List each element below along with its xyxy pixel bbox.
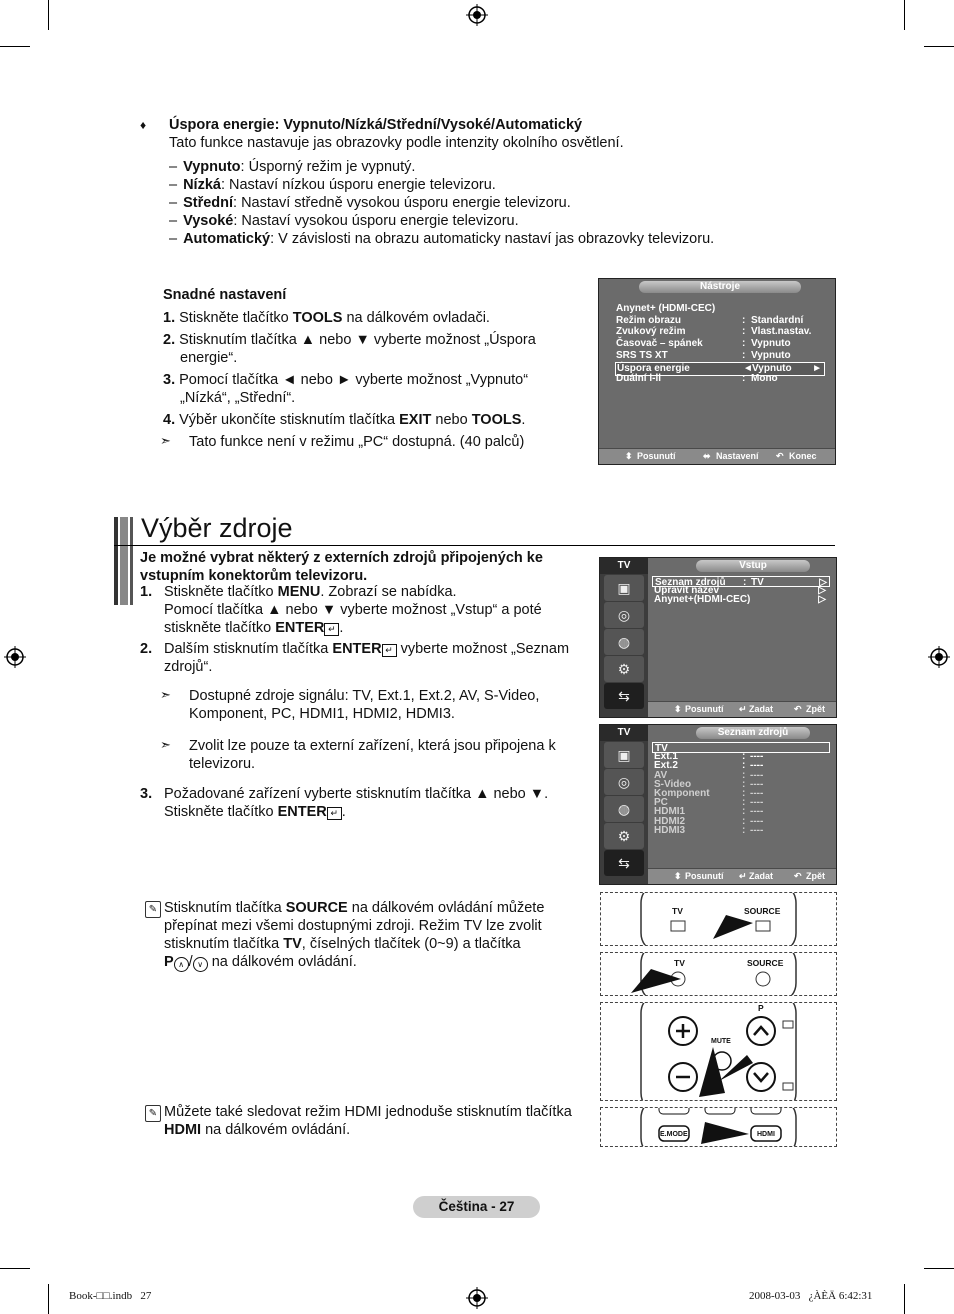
osd-row-label: HDMI1 bbox=[654, 806, 686, 818]
step-text: Stiskněte tlačítko bbox=[164, 804, 278, 820]
print-stamp: 2008-03-03 ¿ÀÈÄ 6:42:31 bbox=[749, 1290, 873, 1302]
osd-row-label: Zvukový režim bbox=[616, 326, 686, 338]
dash-icon: – bbox=[169, 159, 178, 175]
picture-icon: ▣ bbox=[604, 742, 644, 768]
energy-block bbox=[140, 116, 840, 248]
osd-row-sep: : bbox=[742, 769, 746, 781]
key-tools: TOOLS bbox=[471, 412, 522, 428]
step-text: . bbox=[521, 412, 526, 428]
osd-row-label: HDMI2 bbox=[654, 815, 686, 827]
dash-icon: – bbox=[169, 177, 178, 193]
remote-hdmi-label: HDMI bbox=[757, 1131, 775, 1138]
energy-item bbox=[169, 194, 840, 212]
remote-tv-label: TV bbox=[674, 958, 685, 968]
note-text: na dálkovém ovládání. bbox=[207, 954, 357, 970]
energy-item bbox=[169, 212, 840, 230]
move-icon: ⬍ bbox=[674, 704, 682, 714]
enter-icon: ↵ bbox=[324, 623, 339, 636]
osd-row-label: Upravit název bbox=[654, 585, 720, 596]
osd-row-value: Standardní bbox=[751, 314, 804, 326]
osd-row-value: Mono bbox=[751, 373, 778, 385]
energy-term-desc: : Úsporný režim je vypnutý. bbox=[240, 159, 416, 175]
osd-row-value: ---- bbox=[750, 797, 764, 809]
step-number: 2. bbox=[163, 332, 176, 348]
osd-row-label: Ext.2 bbox=[654, 760, 678, 772]
step-number: 1. bbox=[163, 310, 176, 326]
osd-row-sep: : bbox=[743, 577, 747, 588]
easy-title: Snadné nastavení bbox=[163, 287, 287, 303]
osd-row-value: Vypnuto bbox=[751, 338, 791, 350]
tv-label: TV bbox=[600, 725, 648, 741]
easy-step-3 bbox=[163, 371, 583, 389]
osd-row-label: Ext.1 bbox=[654, 751, 678, 763]
page-number: Čeština - 27 bbox=[438, 1199, 515, 1214]
step-text: Stiskněte tlačítko bbox=[164, 584, 278, 600]
source-note-2 bbox=[140, 737, 590, 773]
osd-row-label: Anynet+ (HDMI-CEC) bbox=[616, 303, 716, 314]
enter-icon: ↵ bbox=[739, 704, 747, 714]
key-exit: EXIT bbox=[399, 412, 432, 428]
registration-mark-top bbox=[466, 4, 488, 26]
step-text: zdrojů“. bbox=[164, 659, 213, 675]
energy-term-desc: : Nastaví středně vysokou úsporu energie televizoru. bbox=[233, 195, 571, 211]
footer-back: Zpět bbox=[806, 704, 825, 714]
tools-osd-row[interactable] bbox=[615, 303, 823, 315]
energy-term-desc: : Nastaví vysokou úsporu energie televizoru. bbox=[233, 213, 519, 229]
input-icon: ⇆ bbox=[604, 850, 644, 876]
hdmi-note bbox=[145, 1103, 585, 1139]
source-step-2 bbox=[140, 640, 590, 676]
osd-row-label: PC bbox=[654, 797, 668, 809]
dash-icon: – bbox=[169, 195, 178, 211]
energy-term: Střední bbox=[183, 195, 234, 211]
step-number: 2. bbox=[140, 641, 153, 657]
step-text: . Zobrazí se nabídka. bbox=[320, 584, 457, 600]
section-bar bbox=[130, 517, 133, 605]
osd-row-label: Anynet+(HDMI-CEC) bbox=[654, 594, 751, 605]
osd-footer bbox=[599, 448, 835, 464]
tools-osd-row[interactable] bbox=[615, 338, 823, 350]
registration-mark-bottom bbox=[466, 1287, 488, 1309]
step-text: na dálkovém ovladači. bbox=[342, 310, 490, 326]
footer-enter: Zadat bbox=[749, 704, 774, 714]
note-text: Stisknutím tlačítka bbox=[164, 900, 286, 916]
energy-title: Úspora energie: Vypnuto/Nízká/Střední/Vysoké/Automatický bbox=[169, 117, 583, 133]
tools-osd bbox=[598, 278, 836, 465]
osd-row-sep: : bbox=[742, 815, 746, 827]
osd-row-sep: : bbox=[742, 349, 746, 361]
note-icon: ✎ bbox=[145, 901, 161, 918]
section-title: Výběr zdroje bbox=[141, 513, 293, 543]
channel-icon: ◍ bbox=[604, 796, 644, 822]
dash-icon: – bbox=[169, 231, 178, 247]
step-number: 3. bbox=[140, 786, 153, 802]
section-rule bbox=[114, 545, 835, 546]
section-bar bbox=[114, 517, 118, 605]
step-text: Stiskněte tlačítko bbox=[179, 310, 293, 326]
input-osd-row[interactable] bbox=[652, 585, 828, 594]
triangle-right-icon: ▷ bbox=[819, 577, 827, 588]
osd-row-value: ---- bbox=[750, 806, 764, 818]
page-number-badge bbox=[413, 1196, 540, 1218]
chevron-down-icon: ∨ bbox=[193, 957, 208, 972]
key-hdmi: HDMI bbox=[164, 1122, 202, 1138]
osd-title: Seznam zdrojů bbox=[696, 727, 810, 739]
step-number: 1. bbox=[140, 584, 153, 600]
remote-illustration-1 bbox=[600, 892, 837, 946]
osd-row-label: Úspora energie bbox=[617, 362, 690, 374]
energy-term: Vypnuto bbox=[183, 159, 241, 175]
key-source: SOURCE bbox=[285, 900, 348, 916]
osd-row-label: S-Video bbox=[654, 778, 692, 790]
key-enter: ENTER bbox=[332, 641, 382, 657]
adjust-icon: ⬌ bbox=[703, 451, 711, 461]
bullet-icon: ♦ bbox=[140, 118, 147, 132]
tv-sidebar bbox=[600, 725, 648, 884]
note-text: stisknutím tlačítka bbox=[164, 936, 284, 952]
tools-osd-row[interactable] bbox=[615, 315, 823, 327]
osd-row-value: ---- bbox=[750, 815, 764, 827]
step-text: Pomocí tlačítka ◄ nebo ► vyberte možnost „Vypnuto“ bbox=[179, 372, 529, 388]
input-icon: ⇆ bbox=[604, 683, 644, 709]
note-text: Komponent, PC, HDMI1, HDMI2, HDMI3. bbox=[189, 706, 455, 722]
note-text: , číselných tlačítek (0~9) a tlačítka bbox=[301, 936, 521, 952]
energy-term: Automatický bbox=[183, 231, 271, 247]
registration-mark-right bbox=[928, 646, 950, 668]
osd-row-label: TV bbox=[655, 743, 668, 754]
energy-item bbox=[169, 158, 840, 176]
triangle-right-icon: ▷ bbox=[818, 585, 826, 596]
tools-osd-row[interactable] bbox=[615, 373, 823, 385]
remote-illustration-3 bbox=[600, 1002, 837, 1101]
key-enter: ENTER bbox=[275, 620, 325, 636]
tv-sidebar bbox=[600, 558, 648, 717]
osd-row-sep: : bbox=[742, 788, 746, 799]
osd-row-value: ---- bbox=[750, 769, 764, 781]
energy-item bbox=[169, 230, 840, 248]
remote-illustration-2 bbox=[600, 952, 837, 996]
key-tv: TV bbox=[283, 936, 302, 952]
note-icon: ✎ bbox=[145, 1105, 161, 1122]
osd-row-sep: : bbox=[742, 824, 746, 836]
setup-icon: ⚙ bbox=[604, 656, 644, 682]
remote-tv-label: TV bbox=[672, 906, 683, 916]
footer-enter: Zadat bbox=[749, 871, 774, 881]
dash-icon: – bbox=[169, 213, 178, 229]
osd-row-sep: : bbox=[742, 314, 746, 326]
intro-line: Je možné vybrat některý z externích zdrojů připojených ke bbox=[140, 550, 543, 566]
footer-back: Zpět bbox=[806, 871, 825, 881]
step-text: stiskněte tlačítko bbox=[164, 620, 276, 636]
osd-row-sep: : bbox=[742, 338, 746, 350]
source-osd-row[interactable] bbox=[652, 816, 828, 825]
step-number: 3. bbox=[163, 372, 176, 388]
source-osd-row[interactable] bbox=[652, 797, 828, 809]
osd-row-sep: : bbox=[742, 797, 746, 809]
remote-illustration-4 bbox=[600, 1107, 837, 1147]
easy-step-2b: energie“. bbox=[180, 350, 238, 366]
energy-term-desc: : Nastaví nízkou úsporu energie televizoru. bbox=[220, 177, 496, 193]
energy-list bbox=[169, 158, 840, 248]
footer-exit: Konec bbox=[789, 451, 817, 461]
setup-icon: ⚙ bbox=[604, 823, 644, 849]
osd-row-sep: : bbox=[742, 373, 746, 385]
source-osd-row[interactable] bbox=[652, 825, 828, 834]
remote-emode-label: E.MODE bbox=[660, 1131, 688, 1138]
right-arrow-icon: ► bbox=[812, 362, 822, 374]
osd-row-label: Seznam zdrojů bbox=[655, 577, 726, 588]
easy-note bbox=[160, 433, 583, 451]
note-text: Zvolit lze pouze ta externí zařízení, která jsou připojena k bbox=[189, 738, 556, 754]
osd-row-sep: : bbox=[742, 778, 746, 790]
source-list-osd bbox=[599, 724, 837, 885]
energy-term-desc: : V závislosti na obrazu automaticky nastaví jas obrazovky televizoru. bbox=[270, 231, 715, 247]
sound-icon: ◎ bbox=[604, 602, 644, 628]
source-osd-row[interactable] bbox=[652, 779, 828, 788]
move-icon: ⬍ bbox=[674, 871, 682, 881]
osd-row-label: Časovač – spánek bbox=[616, 338, 703, 350]
osd-row-label: Duální l-ll bbox=[616, 373, 661, 385]
chevron-up-icon: ∧ bbox=[174, 957, 189, 972]
remote-source-label: SOURCE bbox=[747, 958, 784, 968]
return-icon: ↶ bbox=[794, 704, 802, 714]
osd-row-value: ---- bbox=[750, 760, 764, 772]
section-bar bbox=[120, 517, 128, 605]
remote-source-label: SOURCE bbox=[744, 906, 781, 916]
return-icon: ↶ bbox=[776, 451, 784, 461]
source-osd-row[interactable] bbox=[652, 788, 828, 797]
note-text: Dostupné zdroje signálu: TV, Ext.1, Ext.2, AV, S-Video, bbox=[189, 688, 540, 704]
osd-row-value: ---- bbox=[750, 778, 764, 790]
easy-step-1 bbox=[163, 309, 583, 327]
input-osd-row[interactable] bbox=[652, 594, 828, 603]
step-text: . bbox=[341, 804, 346, 820]
step-text: Výběr ukončíte stisknutím tlačítka bbox=[179, 412, 400, 428]
note-text: Můžete také sledovat režim HDMI jednoduše stisknutím tlačítka bbox=[164, 1104, 572, 1120]
osd-row-sep: : bbox=[742, 760, 746, 772]
note-arrow-icon: ➣ bbox=[160, 687, 171, 702]
step-text: Požadované zařízení vyberte stisknutím tlačítka ▲ nebo ▼. bbox=[164, 786, 549, 802]
file-name: Book-□□.indb 27 bbox=[69, 1290, 152, 1302]
enter-icon: ↵ bbox=[327, 807, 342, 820]
source-osd-row[interactable] bbox=[652, 751, 828, 763]
footer-move: Posunutí bbox=[685, 704, 724, 714]
step-text: Pomocí tlačítka ▲ nebo ▼ vyberte možnost „Vstup“ a poté bbox=[164, 602, 542, 618]
note-text: televizoru. bbox=[189, 756, 256, 772]
return-icon: ↶ bbox=[794, 871, 802, 881]
energy-item bbox=[169, 176, 840, 194]
easy-step-4 bbox=[163, 411, 583, 429]
energy-desc: Tato funkce nastavuje jas obrazovky podle intenzity okolního osvětlení. bbox=[169, 135, 624, 151]
osd-row-value: ---- bbox=[750, 824, 764, 836]
note-text: Tato funkce není v režimu „PC“ dostupná. (40 palců) bbox=[189, 434, 525, 450]
source-note-1 bbox=[140, 687, 590, 723]
osd-row-sep: : bbox=[742, 751, 746, 763]
osd-row-sep: : bbox=[742, 326, 746, 338]
footer-move: Posunutí bbox=[637, 451, 676, 461]
osd-row-label: HDMI3 bbox=[654, 824, 686, 836]
tools-osd-row[interactable] bbox=[615, 350, 823, 362]
source-step-1 bbox=[140, 583, 590, 637]
source-steps bbox=[140, 583, 590, 821]
osd-row-label: Komponent bbox=[654, 788, 710, 799]
note-text: přepínat mezi všemi dostupnými zdroji. Režim TV lze zvolit bbox=[164, 918, 542, 934]
osd-row-value: ---- bbox=[750, 751, 764, 763]
triangle-right-icon: ▷ bbox=[818, 594, 826, 605]
step-number: 4. bbox=[163, 412, 176, 428]
osd-title: Nástroje bbox=[639, 281, 801, 293]
osd-row-sep: : bbox=[742, 806, 746, 818]
osd-row-sep: ◄ bbox=[743, 362, 753, 374]
key-menu: MENU bbox=[277, 584, 321, 600]
source-osd-row[interactable] bbox=[652, 806, 828, 818]
note-arrow-icon: ➣ bbox=[160, 737, 171, 752]
intro-line: vstupním konektorům televizoru. bbox=[140, 568, 368, 584]
key-enter: ENTER bbox=[277, 804, 327, 820]
note-text: na dálkovém ovládání můžete bbox=[347, 900, 545, 916]
section-intro bbox=[140, 549, 590, 585]
osd-row-value: TV bbox=[751, 577, 764, 588]
step-text: vyberte možnost „Seznam bbox=[396, 641, 570, 657]
source-osd-row[interactable] bbox=[652, 760, 828, 772]
step-text: Dalším stisknutím tlačítka bbox=[164, 641, 333, 657]
osd-row-label: Režim obrazu bbox=[616, 314, 682, 326]
osd-row-label: AV bbox=[654, 769, 668, 781]
channel-icon: ◍ bbox=[604, 629, 644, 655]
key-tools: TOOLS bbox=[292, 310, 343, 326]
easy-step-3b: „Nízká“, „Střední“. bbox=[180, 390, 296, 406]
osd-row-value: ---- bbox=[750, 788, 764, 799]
registration-mark-left bbox=[4, 646, 26, 668]
note-arrow-icon: ➣ bbox=[160, 433, 171, 448]
osd-row-value: Vypnuto bbox=[752, 362, 792, 374]
step-text: nebo bbox=[431, 412, 472, 428]
easy-setup bbox=[160, 286, 583, 451]
osd-title: Vstup bbox=[696, 560, 810, 572]
key-p: P bbox=[164, 954, 174, 970]
enter-icon: ↵ bbox=[382, 644, 397, 657]
step-text: . bbox=[339, 620, 344, 636]
tools-osd-row[interactable] bbox=[615, 326, 823, 338]
tv-label: TV bbox=[600, 558, 648, 574]
osd-row-value: Vypnuto bbox=[751, 349, 791, 361]
osd-row-value: Vlast.nastav. bbox=[751, 326, 812, 338]
note-text: na dálkovém ovládání. bbox=[201, 1122, 351, 1138]
easy-step-2 bbox=[163, 331, 583, 349]
footer-adjust: Nastavení bbox=[716, 451, 759, 461]
input-osd bbox=[599, 557, 837, 718]
sound-icon: ◎ bbox=[604, 769, 644, 795]
energy-term: Nízká bbox=[183, 177, 221, 193]
step-text: Stisknutím tlačítka ▲ nebo ▼ vyberte možnost „Úspora bbox=[179, 332, 536, 348]
remote-mute-label: MUTE bbox=[711, 1038, 731, 1045]
osd-row-label: SRS TS XT bbox=[616, 349, 668, 361]
picture-icon: ▣ bbox=[604, 575, 644, 601]
source-osd-row[interactable] bbox=[652, 770, 828, 779]
osd-footer bbox=[648, 868, 836, 884]
remote-p-label: P bbox=[758, 1003, 764, 1013]
source-step-3 bbox=[140, 785, 590, 821]
source-button-note bbox=[145, 899, 585, 972]
note-text: / bbox=[188, 954, 193, 970]
move-icon: ⬍ bbox=[625, 451, 633, 461]
footer-move: Posunutí bbox=[685, 871, 724, 881]
osd-footer bbox=[648, 701, 836, 717]
enter-icon: ↵ bbox=[739, 871, 747, 881]
energy-term: Vysoké bbox=[183, 213, 234, 229]
